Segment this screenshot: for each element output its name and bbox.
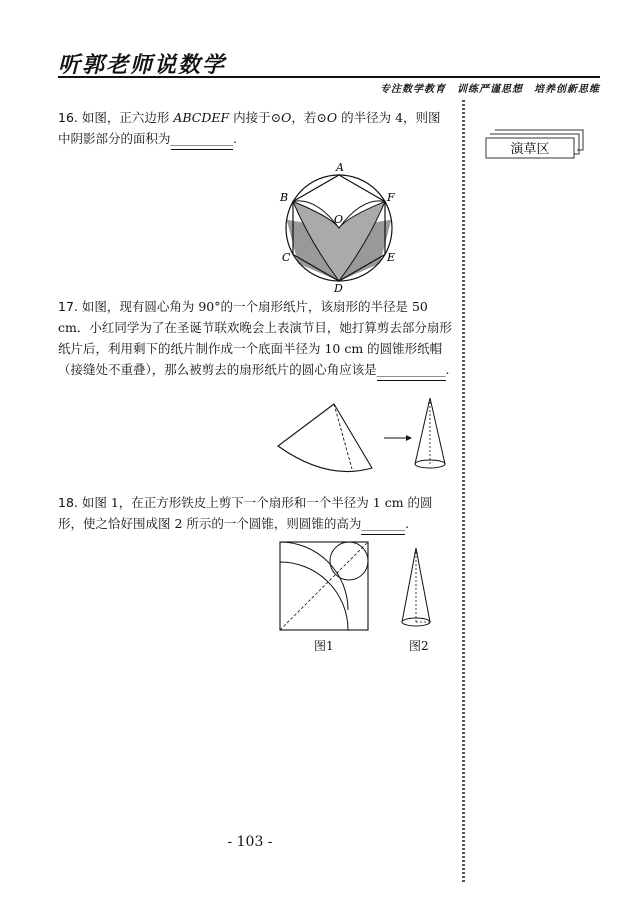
answer-blank[interactable]: _______ xyxy=(361,513,405,535)
label-e: E xyxy=(387,251,396,264)
question-number: 17. xyxy=(58,299,78,314)
figure-hexagon-circle xyxy=(276,162,406,294)
question-text: . xyxy=(233,131,237,146)
question-17 xyxy=(58,296,453,381)
answer-blank[interactable]: __________ xyxy=(171,128,234,150)
hexagon-name: ABCDEF xyxy=(173,110,230,125)
question-text: 的半径为 4，则图中阴影部分的面积为 xyxy=(58,110,441,146)
cut-line xyxy=(334,404,352,469)
draft-area-label: 演草区 xyxy=(510,142,550,157)
question-text: 内接于⊙ xyxy=(229,110,282,125)
caption-figure1: 图1 xyxy=(314,639,334,653)
diagonal-line xyxy=(280,542,368,630)
label-b: B xyxy=(280,191,289,204)
question-18 xyxy=(58,492,453,535)
dotted-divider xyxy=(462,100,465,882)
question-16 xyxy=(58,107,453,150)
caption-figure2: 图2 xyxy=(409,639,429,653)
label-o: O xyxy=(334,213,344,226)
question-text: 如图，现有圆心角为 90°的一个扇形纸片，该扇形的半径是 50 cm．小红同学为了在圣诞节联欢晚会上表演节目，她打算剪去部分扇形纸片后，利用剩下的纸片制作成一个底面半径为 10 cm 的圆锥形纸帽（接缝处不重叠），那么被剪去的扇形纸片的圆心角应该是 xyxy=(58,299,452,377)
question-text: 如图 1，在正方形铁皮上剪下一个扇形和一个半径为 1 cm 的圆形，使之恰好围成图 2 所示的一个圆锥，则圆锥的高为 xyxy=(58,495,433,531)
figure-square-sector-cone xyxy=(278,540,448,632)
question-number: 18. xyxy=(58,495,78,510)
header-rule xyxy=(58,76,600,78)
cone-figure2 xyxy=(402,548,430,626)
question-number: 16. xyxy=(58,110,78,125)
answer-blank[interactable]: ___________ xyxy=(377,359,446,381)
cone-small xyxy=(415,398,445,468)
label-a: A xyxy=(336,162,344,174)
arrow-head xyxy=(406,435,412,441)
page-number: - 103 - xyxy=(227,834,273,850)
question-text: 如图，正六边形 xyxy=(81,110,174,125)
label-d: D xyxy=(334,282,343,294)
question-text: ，若⊙ xyxy=(291,110,327,125)
question-text: . xyxy=(445,362,450,377)
label-c: C xyxy=(282,251,291,264)
brand-title: 听郭老师说数学 xyxy=(58,52,227,78)
sector-paper xyxy=(278,404,372,472)
question-text: . xyxy=(405,516,410,531)
circle-name: O xyxy=(326,110,338,125)
header-motto: 专注数学教育 训练严谨思想 培养创新思维 xyxy=(380,84,600,95)
circle-name: O xyxy=(281,110,292,125)
draft-area-tag xyxy=(485,128,585,160)
label-f: F xyxy=(387,191,395,204)
figure-sector-to-cone xyxy=(272,396,462,476)
